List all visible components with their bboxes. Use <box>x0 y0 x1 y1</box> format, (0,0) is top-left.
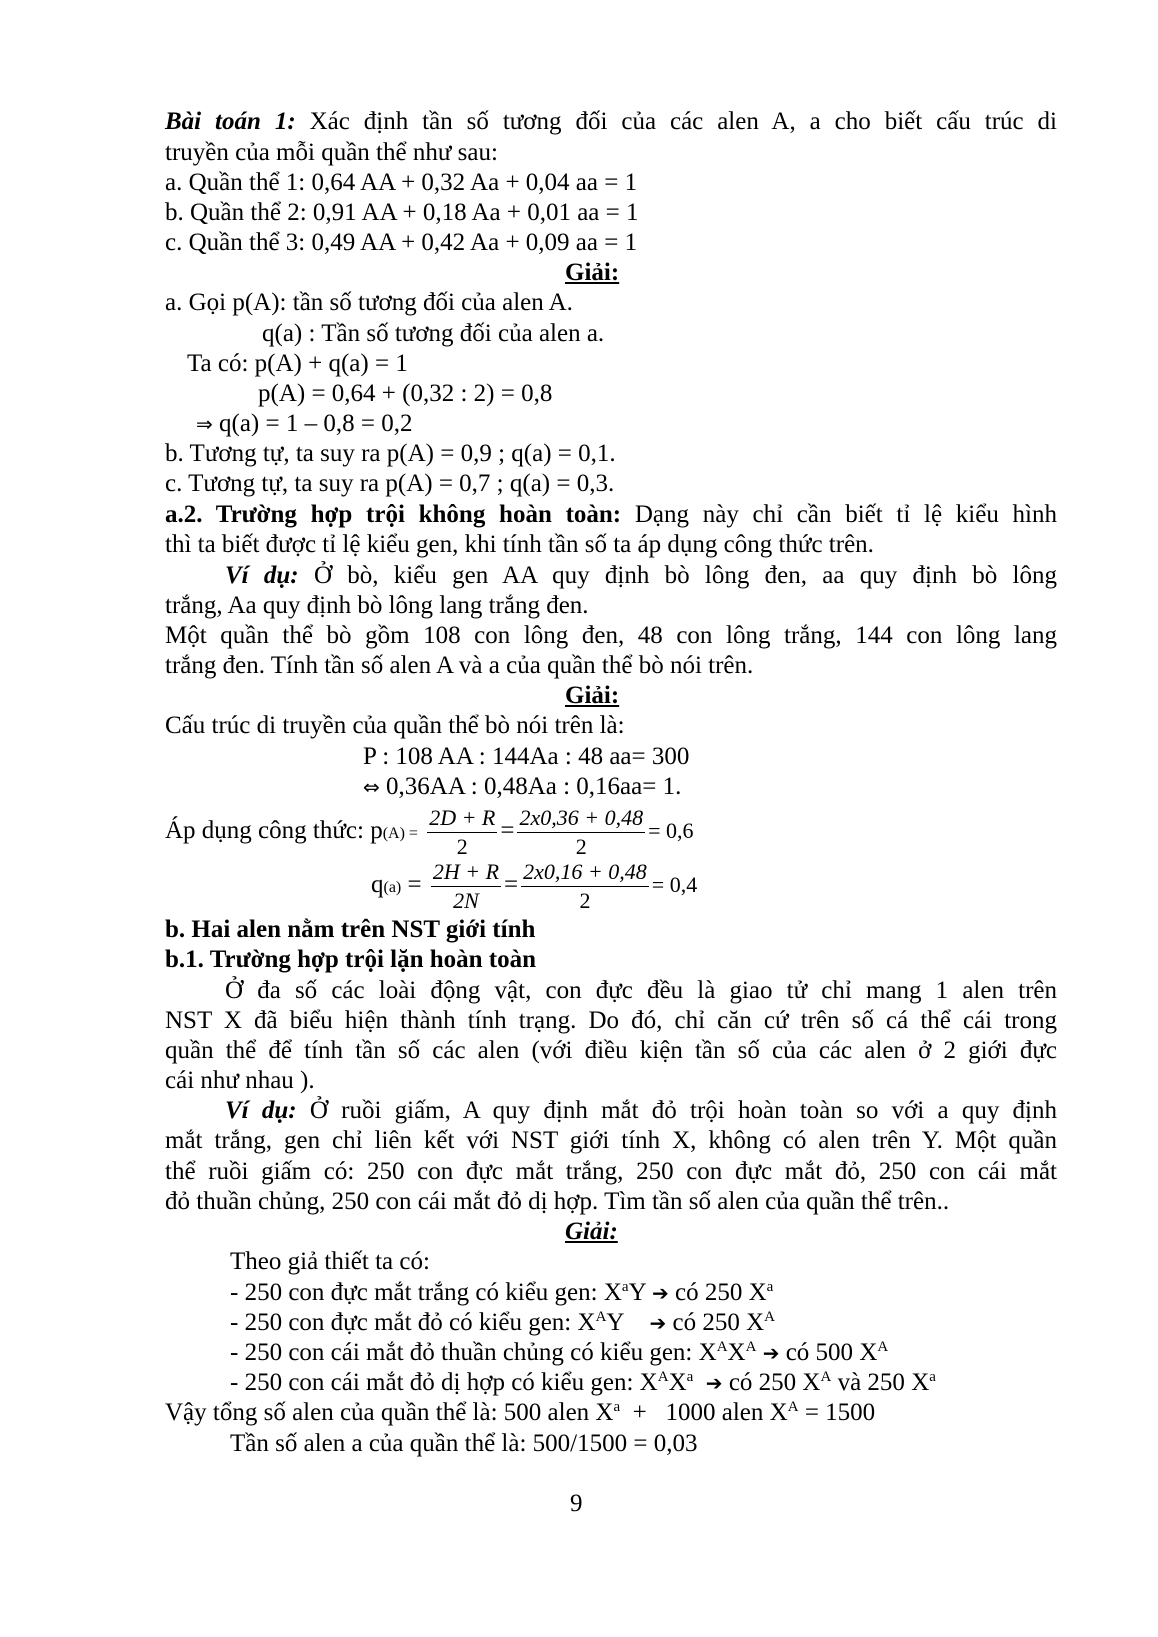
formula-p <box>165 801 694 861</box>
section-b1-title: b.1. Trường hợp trội lặn hoàn toàn <box>165 946 537 973</box>
bullet-4-text: - 250 con cái mắt đỏ dị hợp có kiểu gen: <box>230 1369 640 1396</box>
fraction-p-values <box>517 805 645 860</box>
solution-heading-3: Giải: <box>565 1218 618 1245</box>
fraction-p-general <box>427 805 497 860</box>
fraction-denominator: 2 <box>579 887 591 913</box>
p-result: = 0,6 <box>648 818 694 843</box>
allele-a: a <box>613 1399 621 1415</box>
example-b-line-3: thể ruồi giấm có: 250 con đực mắt trắng, 250 con đực mắt đỏ, 250 con cái mắt <box>165 1158 1057 1185</box>
solution3-bullet-4 <box>230 1367 936 1399</box>
allele-A: A <box>595 1309 607 1325</box>
p-subscript: (A) = <box>382 825 418 842</box>
right-arrow-icon: ➔ <box>651 1281 669 1305</box>
example-label: Ví dụ: <box>225 562 299 589</box>
solution-heading-1: Giải: <box>565 259 620 286</box>
section-b-para-line-2: NST X đã biểu hiện thành tính trạng. Do đó, chỉ căn cứ trên số cá thể cái trong <box>165 1007 1057 1034</box>
page-number: 9 <box>570 1490 583 1517</box>
fraction-numerator: 2H + R <box>431 859 501 887</box>
solution3-line-1: Theo giả thiết ta có: <box>230 1248 430 1275</box>
equals-sign: = <box>504 871 519 898</box>
allele-A: A <box>716 1339 728 1355</box>
chromosome-x: X <box>911 1369 930 1396</box>
solution1-line-1: a. Gọi p(A): tần số tương đối của alen A. <box>165 289 573 316</box>
solution3-bullet-2 <box>230 1307 775 1339</box>
problem-intro-line-1 <box>165 106 1057 137</box>
equivalent-arrow-icon: ⇔ <box>363 775 380 799</box>
formula-label: Áp dụng công thức: p <box>165 817 383 844</box>
bullet-4-result: có 250 <box>728 1369 803 1396</box>
example-b-line-2: mắt trắng, gen chỉ liên kết với NST giới tính X, không có alen trên Y. Một quần <box>165 1127 1057 1154</box>
total-result: = 1500 <box>798 1399 876 1426</box>
right-arrow-icon: ➔ <box>762 1341 780 1365</box>
solution1-line-5 <box>196 408 412 440</box>
allele-a: a <box>686 1369 694 1385</box>
q-result: = 0,4 <box>651 872 698 897</box>
solution2-line-3 <box>363 771 681 803</box>
allele-A: A <box>764 1309 775 1325</box>
allele-A: A <box>820 1369 832 1385</box>
fraction-denominator: 2 <box>575 833 587 859</box>
fraction-denominator: 2N <box>453 887 479 913</box>
right-arrow-icon: ➔ <box>649 1311 667 1335</box>
solution1-line-4: p(A) = 0,64 + (0,32 : 2) = 0,8 <box>258 380 553 407</box>
example-a2-line-4: trắng đen. Tính tần số alen A và a của quần thể bò nói trên. <box>165 652 754 679</box>
example-a2-line-2: trắng, Aa quy định bò lông lang trắng đen. <box>165 592 589 619</box>
example-a2-text-1: Ở bò, kiểu gen AA quy định bò lông đen, aa quy định bò lông <box>313 562 1058 589</box>
fraction-denominator: 2 <box>456 833 468 859</box>
fraction-q-general <box>431 859 501 914</box>
chromosome-x: X <box>748 1279 767 1306</box>
q-label: q <box>371 871 384 898</box>
solution1-line-7: c. Tương tự, ta suy ra p(A) = 0,7 ; q(a) = 0,3. <box>165 470 615 497</box>
section-b-para-line-4: cái như nhau ). <box>165 1067 315 1094</box>
section-a2-text-1: Dạng này chỉ cần biết tỉ lệ kiểu hình <box>634 501 1058 528</box>
chromosome-x: X <box>802 1369 821 1396</box>
example-a2-line-1 <box>225 560 1057 591</box>
population-c: c. Quần thể 3: 0,49 AA + 0,42 Aa + 0,09 aa = 1 <box>165 229 638 256</box>
example-label: Ví dụ: <box>225 1097 297 1124</box>
equals-sign: = <box>500 817 515 844</box>
allele-A: A <box>657 1369 669 1385</box>
solution2-line-1: Cấu trúc di truyền của quần thể bò nói trên là: <box>165 712 625 739</box>
fraction-numerator: 2x0,36 + 0,48 <box>517 805 645 833</box>
chromosome-x: X <box>639 1369 658 1396</box>
solution-heading-2: Giải: <box>565 682 620 709</box>
bullet-4-and: và 250 <box>831 1369 912 1396</box>
solution3-bullet-3 <box>230 1337 888 1369</box>
population-a: a. Quần thể 1: 0,64 AA + 0,32 Aa + 0,04 aa = 1 <box>165 169 638 196</box>
chromosome-y: Y <box>628 1279 646 1306</box>
fraction-numerator: 2x0,16 + 0,48 <box>521 859 649 887</box>
solution2-line-3-text: 0,36AA : 0,48Aa : 0,16aa= 1. <box>386 773 682 800</box>
chromosome-x: X <box>668 1369 687 1396</box>
chromosome-x: X <box>727 1339 746 1366</box>
problem-intro-text: Xác định tần số tương đối của các alen A, a cho biết cấu trúc di <box>309 108 1058 135</box>
solution1-line-5-text: q(a) = 1 – 0,8 = 0,2 <box>219 410 413 437</box>
solution1-line-3: Ta có: p(A) + q(a) = 1 <box>187 350 408 377</box>
formula-q: q(a) = $\frac{2H + R}{2N}$ = $\frac{2x0,16 + 0,48}{2}$ = 0,4 <box>371 858 698 913</box>
implies-arrow-icon: ⇒ <box>196 412 213 436</box>
chromosome-x: X <box>577 1309 596 1336</box>
allele-A: A <box>877 1339 889 1355</box>
section-a2-line-2: thì ta biết được tỉ lệ kiểu gen, khi tính tần số ta áp dụng công thức trên. <box>165 531 874 558</box>
bullet-1-result: có 250 <box>675 1279 749 1306</box>
fraction-numerator: 2D + R <box>427 805 497 833</box>
example-b-line-4: đỏ thuần chủng, 250 con cái mắt đỏ dị hợp. Tìm tần số alen của quần thể trên.. <box>165 1188 950 1215</box>
section-a2-title: a.2. Trường hợp trội không hoàn toàn: <box>165 501 622 528</box>
solution3-frequency: Tần số alen a của quần thể là: 500/1500 = 0,03 <box>230 1430 698 1457</box>
chromosome-y: Y <box>606 1309 625 1336</box>
example-b-text-1: Ở ruồi giấm, A quy định mắt đỏ trội hoàn toàn so với a quy định <box>309 1097 1057 1124</box>
solution3-bullet-1 <box>230 1277 773 1309</box>
chromosome-x: X <box>603 1279 622 1306</box>
population-b: b. Quần thể 2: 0,91 AA + 0,18 Aa + 0,01 aa = 1 <box>165 199 639 226</box>
bullet-3-result: có 500 <box>785 1339 860 1366</box>
allele-a: a <box>621 1279 629 1295</box>
q-subscript: (a) <box>383 879 402 896</box>
solution3-total <box>165 1397 875 1428</box>
chromosome-x: X <box>595 1399 614 1426</box>
problem-label: Bài toán 1: <box>165 108 296 135</box>
chromosome-x: X <box>859 1339 878 1366</box>
allele-A: A <box>787 1399 799 1415</box>
bullet-2-result: có 250 <box>672 1309 747 1336</box>
section-b-para-line-1: Ở đa số các loài động vật, con đực đều là giao tử chỉ mang 1 alen trên <box>225 977 1057 1004</box>
solution1-line-2: q(a) : Tần số tương đối của alen a. <box>262 320 605 347</box>
total-mid: + 1000 alen <box>620 1399 770 1426</box>
chromosome-x: X <box>769 1399 788 1426</box>
bullet-3-text: - 250 con cái mắt đỏ thuần chủng có kiểu gen: <box>230 1339 699 1366</box>
allele-a: a <box>766 1279 774 1295</box>
right-arrow-icon: ➔ <box>705 1371 723 1395</box>
bullet-1-text: - 250 con đực mắt trắng có kiểu gen: <box>230 1279 604 1306</box>
problem-intro-line-2: truyền của mỗi quần thể như sau: <box>165 139 498 166</box>
allele-a: a <box>929 1369 936 1385</box>
bullet-2-text: - 250 con đực mắt đỏ có kiểu gen: <box>230 1309 578 1336</box>
section-b-para-line-3: quần thể để tính tần số các alen (với điều kiện tần số của các alen ở 2 giới đực <box>165 1037 1057 1064</box>
section-a2-line-1 <box>165 499 1057 530</box>
example-a2-line-3: Một quần thể bò gồm 108 con lông đen, 48 con lông trắng, 144 con lông lang <box>165 622 1057 649</box>
section-b-title: b. Hai alen nằm trên NST giới tính <box>165 916 536 943</box>
solution2-line-2: P : 108 AA : 144Aa : 48 aa= 300 <box>363 743 690 770</box>
chromosome-x: X <box>698 1339 717 1366</box>
example-b-line-1 <box>225 1095 1057 1126</box>
fraction-q-values <box>521 859 649 914</box>
chromosome-x: X <box>746 1309 765 1336</box>
total-text: Vậy tổng số alen của quần thể là: 500 alen <box>165 1399 596 1426</box>
solution1-line-6: b. Tương tự, ta suy ra p(A) = 0,9 ; q(a) = 0,1. <box>165 440 616 467</box>
allele-A: A <box>745 1339 757 1355</box>
